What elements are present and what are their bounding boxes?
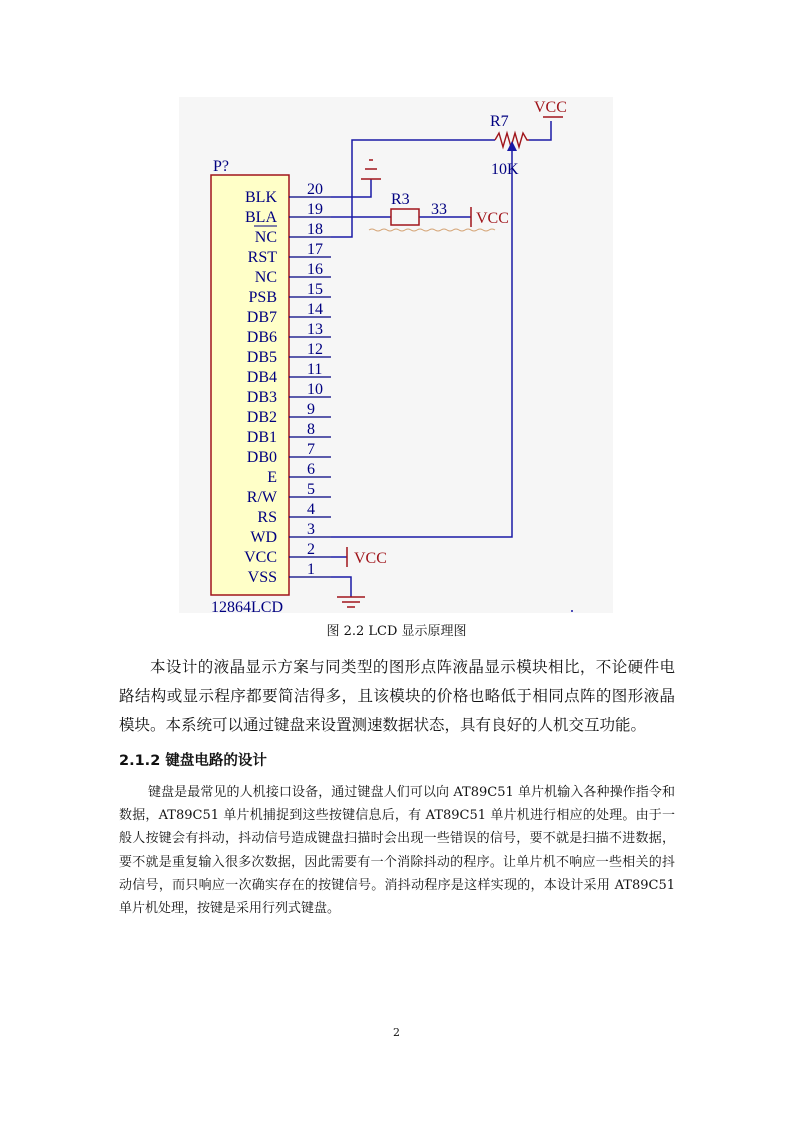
section-title: 2.1.2 键盘电路的设计 bbox=[119, 753, 267, 769]
pin-name: DB3 bbox=[246, 389, 277, 406]
pin-number: 2 bbox=[307, 541, 315, 558]
wire-r7-vcc bbox=[529, 121, 551, 140]
wire-vss-ground bbox=[331, 577, 351, 597]
r7-label: R7 bbox=[490, 113, 509, 130]
r7-potentiometer bbox=[495, 133, 529, 151]
pin-name: NC bbox=[254, 229, 277, 246]
pin-number: 15 bbox=[307, 281, 323, 298]
pin-number: 18 bbox=[307, 221, 323, 238]
pin-number: 14 bbox=[307, 301, 323, 318]
pin-number: 11 bbox=[307, 361, 323, 378]
corner-mark bbox=[571, 610, 573, 612]
pin-name: DB5 bbox=[246, 349, 277, 366]
pin-number: 9 bbox=[307, 401, 315, 418]
pin-number: 19 bbox=[307, 201, 323, 218]
pin-name: DB1 bbox=[246, 429, 277, 446]
pin-name: NC bbox=[254, 269, 277, 286]
pin-number: 12 bbox=[307, 341, 323, 358]
ground-symbol-top bbox=[361, 160, 381, 179]
vcc-top-label: VCC bbox=[534, 99, 567, 116]
lcd-schematic bbox=[179, 97, 613, 613]
r3-resistor bbox=[391, 209, 419, 225]
pin-name: E bbox=[267, 469, 277, 486]
pin-name: BLK bbox=[245, 189, 277, 206]
r7-value: 10K bbox=[491, 161, 519, 178]
part-ref-label: P? bbox=[213, 158, 229, 175]
pin-number: 16 bbox=[307, 261, 323, 278]
paragraph-lcd-description: 本设计的液晶显示方案与同类型的图形点阵液晶显示模块相比，不论硬件电路结构或显示程序都要简洁得多，且该模块的价格也略低于相同点阵的图形液晶模块。本系统可以通过键盘来设置测速数据状态，具有良好的人机交互功能。 bbox=[119, 658, 675, 734]
ground-symbol-bottom bbox=[337, 597, 365, 607]
wires bbox=[331, 121, 551, 597]
pin-number: 7 bbox=[307, 441, 315, 458]
r3-label: R3 bbox=[391, 191, 410, 208]
pin-name: PSB bbox=[248, 289, 277, 306]
pin-number: 13 bbox=[307, 321, 323, 338]
pin-name: DB6 bbox=[246, 329, 277, 346]
schematic-svg bbox=[179, 97, 613, 613]
r3-value: 33 bbox=[431, 201, 447, 218]
part-name-label: 12864LCD bbox=[211, 599, 283, 613]
pin-name: BLA bbox=[245, 209, 277, 226]
paragraph-keyboard: 键盘是最常见的人机接口设备，通过键盘人们可以向 AT89C51 单片机输入各种操作指令和数据，AT89C51 单片机捕捉到这些按键信息后，有 AT89C51 单片机进行相应的处理。由于一般人按键会有抖动，抖动信号造成键盘扫描时会出现一些错误的信号，要不就是扫描不进数据，要不就是重复输入很多次数据，因此需要有一个消除抖动的程序。让单片机不响应一些相关的抖动信号，而只响应一次确实存在的按键信号。消抖动程序是这样实现的，本设计采用 AT89C51 单片机处理，按键是采用行列式键盘。 bbox=[119, 785, 675, 917]
figure-caption: 图 2.2 LCD 显示原理图 bbox=[326, 624, 467, 639]
pin-name: VSS bbox=[247, 569, 277, 586]
pin-number: 20 bbox=[307, 181, 323, 198]
pin-name: DB4 bbox=[246, 369, 277, 386]
pin-number: 8 bbox=[307, 421, 315, 438]
pin-number: 3 bbox=[307, 521, 315, 538]
pin-number: 5 bbox=[307, 481, 315, 498]
pin-name: DB7 bbox=[246, 309, 277, 326]
page-number: 2 bbox=[393, 1026, 400, 1039]
wire-wd-wiper bbox=[331, 149, 512, 537]
pin-name: VCC bbox=[244, 549, 277, 566]
pin-number: 10 bbox=[307, 381, 323, 398]
pin-name: WD bbox=[250, 529, 277, 546]
wire-blk-ground bbox=[331, 179, 371, 197]
vcc-pin2-label: VCC bbox=[354, 550, 387, 567]
pin-name: DB0 bbox=[246, 449, 277, 466]
pin-name: RST bbox=[247, 249, 277, 266]
r3-underline bbox=[369, 229, 495, 231]
pin-number: 1 bbox=[307, 561, 315, 578]
pin-number: 4 bbox=[307, 501, 315, 518]
pin-name: DB2 bbox=[246, 409, 277, 426]
pin-name: R/W bbox=[246, 489, 277, 506]
vcc-r3-label: VCC bbox=[476, 210, 509, 227]
pin-number: 6 bbox=[307, 461, 315, 478]
pin-number: 17 bbox=[307, 241, 323, 258]
pin-name: RS bbox=[257, 509, 277, 526]
